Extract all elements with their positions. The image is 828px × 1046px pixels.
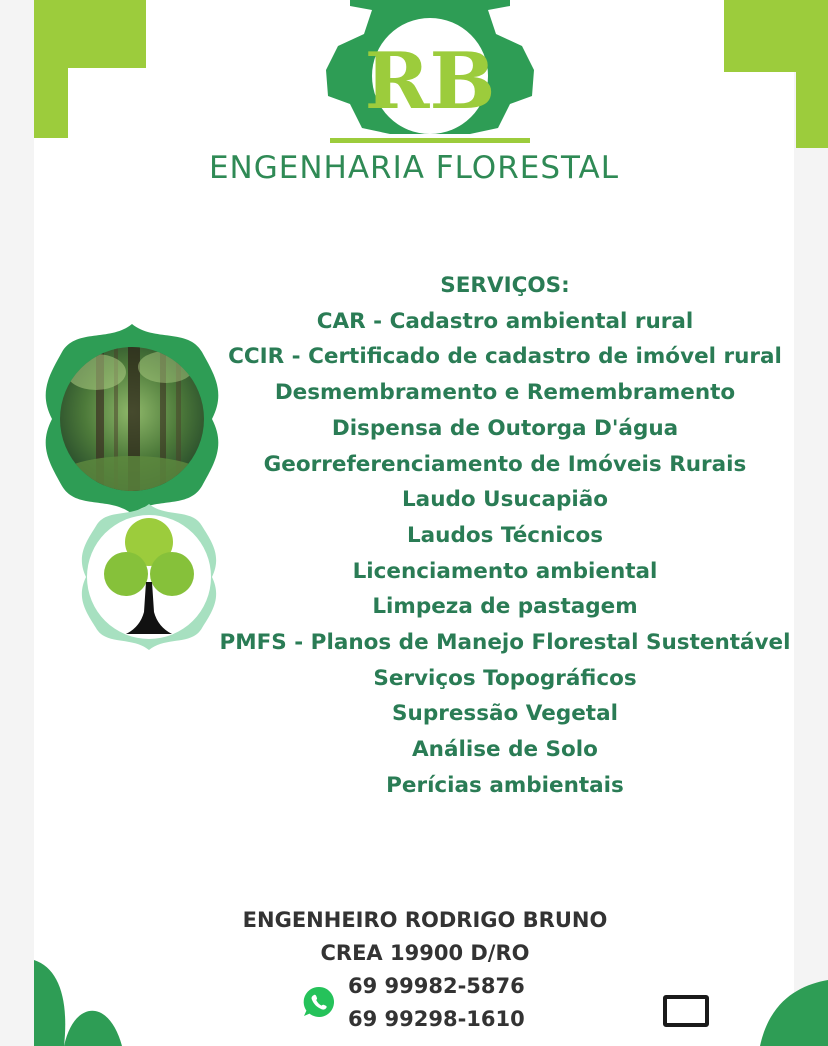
- crea-registration: CREA 19900 D/RO: [320, 941, 530, 965]
- service-item: Georreferenciamento de Imóveis Rurais: [263, 451, 747, 477]
- service-item: Supressão Vegetal: [392, 701, 618, 727]
- service-item: Serviços Topográficos: [373, 665, 637, 691]
- service-item: Perícias ambientais: [386, 772, 624, 798]
- logo-monogram: RB: [364, 36, 496, 127]
- service-item: Licenciamento ambiental: [352, 558, 658, 584]
- engineer-name: ENGENHEIRO RODRIGO BRUNO: [242, 908, 608, 932]
- services-list: [200, 268, 810, 804]
- corner-top-left: [34, 0, 154, 140]
- phone-number[interactable]: 69 99982-5876: [348, 974, 525, 998]
- logo-gear-icon: [320, 0, 540, 150]
- service-item: CCIR - Certificado de cadastro de imóvel rural: [228, 344, 782, 370]
- contact-block: [220, 904, 630, 970]
- square-icon[interactable]: [663, 995, 709, 1027]
- phone-list: [348, 970, 525, 1036]
- services-title: SERVIÇOS:: [440, 273, 570, 298]
- service-item: Desmembramento e Remembramento: [274, 380, 736, 406]
- service-item: Dispensa de Outorga D'água: [331, 415, 679, 441]
- whatsapp-icon[interactable]: [302, 985, 336, 1019]
- phone-number[interactable]: 69 99298-1610: [348, 1007, 525, 1031]
- corner-top-right: [716, 0, 828, 150]
- service-item: PMFS - Planos de Manejo Florestal Sustentável: [219, 630, 791, 656]
- service-item: CAR - Cadastro ambiental rural: [316, 308, 694, 334]
- brand-name: ENGENHARIA FLORESTAL: [208, 150, 620, 186]
- corner-bottom-left: [34, 960, 124, 1046]
- corner-bottom-right: [760, 980, 828, 1046]
- service-item: Laudo Usucapião: [401, 487, 608, 513]
- service-item: Análise de Solo: [412, 737, 598, 763]
- service-item: Laudos Técnicos: [406, 522, 604, 548]
- service-item: Limpeza de pastagem: [372, 594, 638, 620]
